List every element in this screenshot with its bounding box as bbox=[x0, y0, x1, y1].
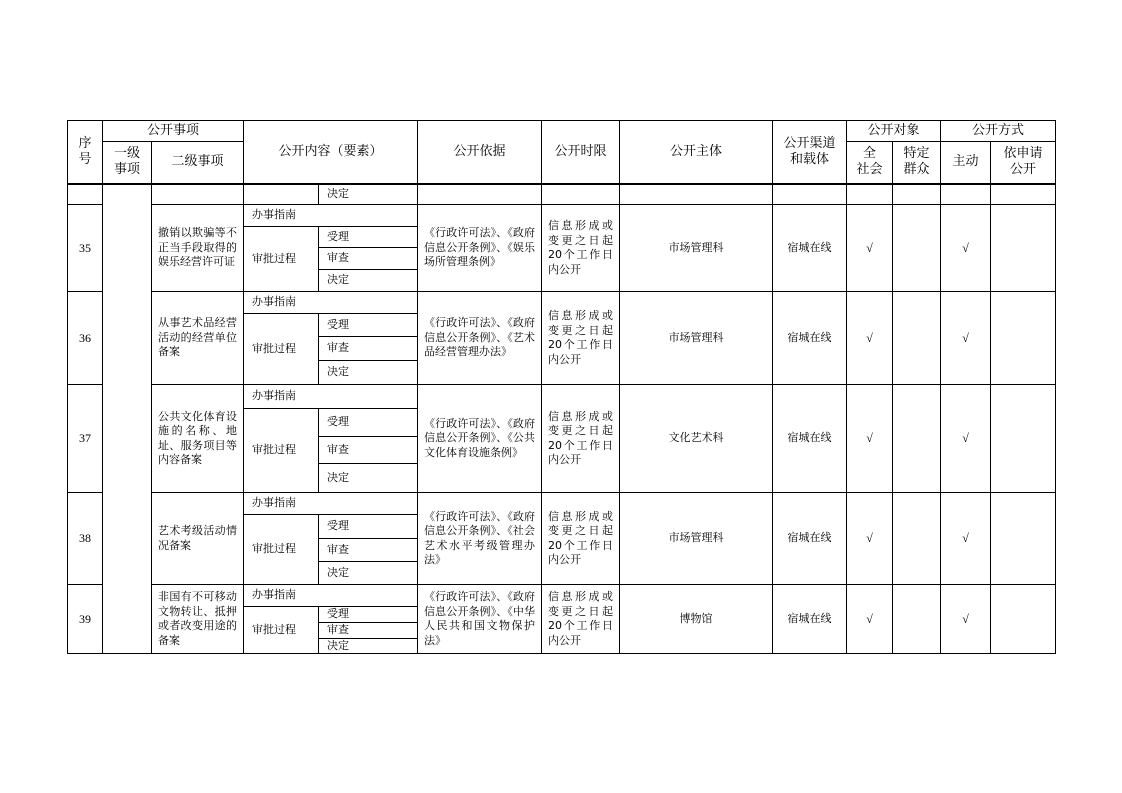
header-method-apply-line1: 依申请 bbox=[1003, 146, 1043, 162]
header-basis: 公开依据 bbox=[418, 121, 542, 184]
step-accept: 受理 bbox=[319, 314, 418, 337]
all-society-check: √ bbox=[847, 205, 893, 292]
header-seq-line2: 号 bbox=[78, 151, 92, 167]
step-review: 审查 bbox=[319, 337, 418, 361]
item-cell: 撤销以欺骗等不正当手段取得的娱乐经营许可证 bbox=[152, 205, 244, 292]
document-page bbox=[67, 120, 1055, 654]
cont-specific bbox=[893, 184, 941, 205]
subject-cell: 文化艺术科 bbox=[620, 385, 773, 493]
channel-cell: 宿城在线 bbox=[773, 493, 847, 585]
header-method-active: 主动 bbox=[941, 142, 991, 184]
step-decide: 决定 bbox=[319, 270, 418, 292]
specific-group-check bbox=[893, 385, 941, 493]
basis-cell: 《行政许可法》、《政府信息公开条例》、《娱乐场所管理条例》 bbox=[418, 205, 542, 292]
subject-cell: 市场管理科 bbox=[620, 292, 773, 385]
all-society-check: √ bbox=[847, 385, 893, 493]
header-seq-line1: 序 bbox=[78, 135, 92, 151]
item-cell: 艺术考级活动情况备案 bbox=[152, 493, 244, 585]
guide-cell: 办事指南 bbox=[244, 385, 418, 409]
header-method-apply bbox=[991, 142, 1056, 184]
subject-cell: 博物馆 bbox=[620, 585, 773, 654]
table-row bbox=[68, 585, 1056, 607]
header-audience-specific-line2: 群众 bbox=[903, 162, 930, 178]
specific-group-check bbox=[893, 493, 941, 585]
active-check: √ bbox=[941, 385, 991, 493]
cont-time bbox=[542, 184, 620, 205]
header-audience-all-line2: 社会 bbox=[856, 162, 883, 178]
header-row-1 bbox=[68, 121, 1056, 142]
header-level2: 二级事项 bbox=[152, 142, 244, 184]
item-cell: 非国有不可移动文物转让、抵押或者改变用途的备案 bbox=[152, 585, 244, 654]
active-check: √ bbox=[941, 493, 991, 585]
table-row bbox=[68, 292, 1056, 314]
guide-cell: 办事指南 bbox=[244, 292, 418, 314]
step-accept: 受理 bbox=[319, 409, 418, 437]
process-cell: 审批过程 bbox=[244, 314, 319, 385]
table-row bbox=[68, 205, 1056, 227]
guide-cell: 办事指南 bbox=[244, 585, 418, 607]
process-cell: 审批过程 bbox=[244, 409, 319, 493]
on-request-check bbox=[991, 292, 1056, 385]
seq-cell: 39 bbox=[68, 585, 103, 654]
cont-seq bbox=[68, 184, 103, 205]
time-limit-cell: 信息形成或变更之日起20个工作日内公开 bbox=[542, 585, 620, 654]
step-accept: 受理 bbox=[319, 227, 418, 248]
basis-cell: 《行政许可法》、《政府信息公开条例》、《中华人民共和国文物保护法》 bbox=[418, 585, 542, 654]
item-cell: 从事艺术品经营活动的经营单位备案 bbox=[152, 292, 244, 385]
header-channel-line1: 公开渠道 bbox=[783, 135, 836, 151]
guide-cell: 办事指南 bbox=[244, 493, 418, 515]
channel-cell: 宿城在线 bbox=[773, 292, 847, 385]
specific-group-check bbox=[893, 205, 941, 292]
basis-cell: 《行政许可法》、《政府信息公开条例》、《艺术品经营管理办法》 bbox=[418, 292, 542, 385]
header-audience-specific bbox=[893, 142, 941, 184]
seq-cell: 38 bbox=[68, 493, 103, 585]
specific-group-check bbox=[893, 292, 941, 385]
header-channel bbox=[773, 121, 847, 184]
step-review: 审查 bbox=[319, 539, 418, 562]
seq-cell: 36 bbox=[68, 292, 103, 385]
level1-merged-cell bbox=[103, 184, 152, 654]
header-level1-line2: 事项 bbox=[113, 162, 140, 178]
continuation-row bbox=[68, 184, 1056, 205]
process-cell: 审批过程 bbox=[244, 515, 319, 585]
header-public-item: 公开事项 bbox=[103, 121, 244, 142]
header-audience-all-line1: 全 bbox=[863, 146, 877, 162]
cont-subject bbox=[620, 184, 773, 205]
step-accept: 受理 bbox=[319, 515, 418, 539]
table-row bbox=[68, 493, 1056, 515]
cont-all bbox=[847, 184, 893, 205]
step-review: 审查 bbox=[319, 622, 418, 638]
cont-item bbox=[152, 184, 244, 205]
all-society-check: √ bbox=[847, 292, 893, 385]
guide-cell: 办事指南 bbox=[244, 205, 418, 227]
disclosure-table bbox=[67, 120, 1056, 654]
cont-process bbox=[244, 184, 319, 205]
header-level1 bbox=[103, 142, 152, 184]
step-decide: 决定 bbox=[319, 464, 418, 493]
cont-apply bbox=[991, 184, 1056, 205]
on-request-check bbox=[991, 205, 1056, 292]
header-seq bbox=[68, 121, 103, 184]
item-cell: 公共文化体育设施的名称、地址、服务项目等内容备案 bbox=[152, 385, 244, 493]
header-channel-line2: 和载体 bbox=[790, 151, 830, 167]
basis-cell: 《行政许可法》、《政府信息公开条例》、《社会艺术水平考级管理办法》 bbox=[418, 493, 542, 585]
seq-cell: 37 bbox=[68, 385, 103, 493]
on-request-check bbox=[991, 385, 1056, 493]
time-limit-cell: 信息形成或变更之日起20个工作日内公开 bbox=[542, 205, 620, 292]
all-society-check: √ bbox=[847, 493, 893, 585]
cont-basis bbox=[418, 184, 542, 205]
on-request-check bbox=[991, 585, 1056, 654]
header-method-apply-line2: 公开 bbox=[1010, 162, 1037, 178]
step-decide: 决定 bbox=[319, 562, 418, 585]
header-level1-line1: 一级 bbox=[113, 146, 140, 162]
subject-cell: 市场管理科 bbox=[620, 493, 773, 585]
active-check: √ bbox=[941, 205, 991, 292]
time-limit-cell: 信息形成或变更之日起20个工作日内公开 bbox=[542, 493, 620, 585]
table-row bbox=[68, 385, 1056, 409]
time-limit-cell: 信息形成或变更之日起20个工作日内公开 bbox=[542, 292, 620, 385]
active-check: √ bbox=[941, 585, 991, 654]
channel-cell: 宿城在线 bbox=[773, 205, 847, 292]
header-audience-specific-line1: 特定 bbox=[903, 146, 930, 162]
basis-cell: 《行政许可法》、《政府信息公开条例》、《公共文化体育设施条例》 bbox=[418, 385, 542, 493]
header-content: 公开内容（要素） bbox=[244, 121, 418, 184]
all-society-check: √ bbox=[847, 585, 893, 654]
header-time-limit: 公开时限 bbox=[542, 121, 620, 184]
header-method: 公开方式 bbox=[941, 121, 1056, 142]
cont-channel bbox=[773, 184, 847, 205]
step-review: 审查 bbox=[319, 248, 418, 270]
header-audience-all bbox=[847, 142, 893, 184]
seq-cell: 35 bbox=[68, 205, 103, 292]
time-limit-cell: 信息形成或变更之日起20个工作日内公开 bbox=[542, 385, 620, 493]
header-audience: 公开对象 bbox=[847, 121, 941, 142]
specific-group-check bbox=[893, 585, 941, 654]
step-decide: 决定 bbox=[319, 361, 418, 385]
step-decide: 决定 bbox=[319, 638, 418, 654]
subject-cell: 市场管理科 bbox=[620, 205, 773, 292]
process-cell: 审批过程 bbox=[244, 227, 319, 292]
step-review: 审查 bbox=[319, 437, 418, 464]
cont-active bbox=[941, 184, 991, 205]
on-request-check bbox=[991, 493, 1056, 585]
active-check: √ bbox=[941, 292, 991, 385]
process-cell: 审批过程 bbox=[244, 607, 319, 654]
channel-cell: 宿城在线 bbox=[773, 385, 847, 493]
channel-cell: 宿城在线 bbox=[773, 585, 847, 654]
cont-step: 决定 bbox=[319, 184, 418, 205]
step-accept: 受理 bbox=[319, 607, 418, 623]
header-subject: 公开主体 bbox=[620, 121, 773, 184]
